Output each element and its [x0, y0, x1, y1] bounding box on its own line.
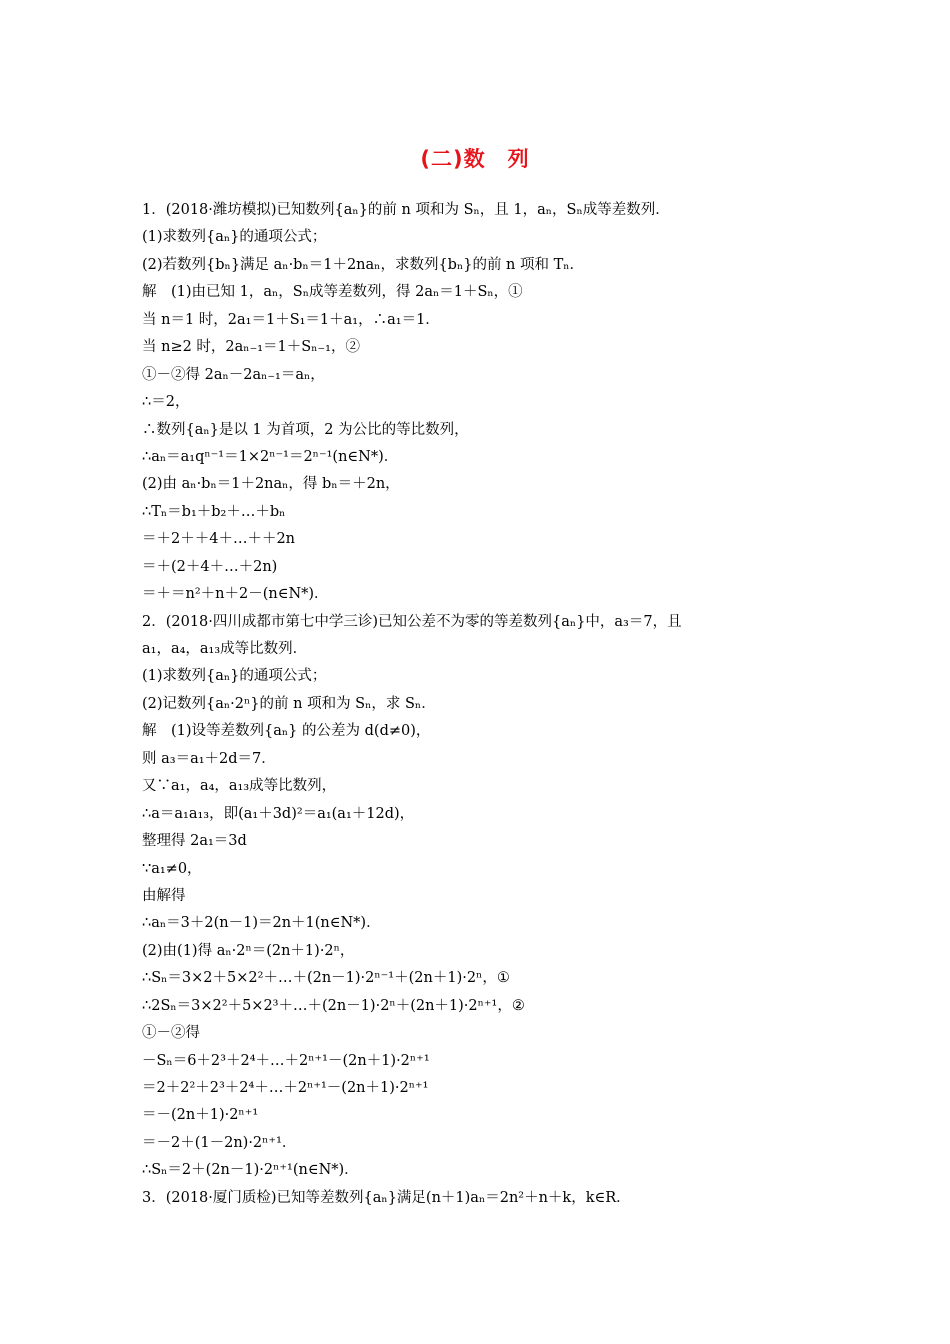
text-line: 当 n≥2 时，2aₙ₋₁＝1＋Sₙ₋₁，② — [142, 339, 360, 356]
text-line: ∴Sₙ＝3×2＋5×2²＋…＋(2n－1)·2ⁿ⁻¹＋(2n＋1)·2ⁿ，① — [142, 970, 510, 987]
text-line: ∴数列{aₙ}是以 1 为首项，2 为公比的等比数列， — [142, 421, 469, 438]
text-line: (1)求数列{aₙ}的通项公式； — [142, 229, 327, 246]
text-line: (2)由 aₙ·bₙ＝1＋2naₙ，得 bₙ＝＋2n， — [142, 476, 400, 493]
text-line: 2．(2018·四川成都市第七中学三诊)已知公差不为零的等差数列{aₙ}中，a₃＝7，且 — [142, 613, 682, 630]
text-line: 3．(2018·厦门质检)已知等差数列{aₙ}满足(n＋1)aₙ＝2n²＋n＋k，k∈R． — [142, 1189, 631, 1206]
text-line: 1．(2018·潍坊模拟)已知数列{aₙ}的前 n 项和为 Sₙ，且 1，aₙ，Sₙ成等差数列． — [142, 202, 670, 218]
text-line: (1)求数列{aₙ}的通项公式； — [142, 668, 327, 685]
text-line: ＝＋2＋＋4＋…＋＋2n — [142, 531, 296, 548]
text-line: ∴aₙ＝a₁qⁿ⁻¹＝1×2ⁿ⁻¹＝2ⁿ⁻¹(n∈N*)． — [142, 448, 399, 465]
document-body — [142, 197, 822, 1212]
text-line: ＝＋＝n²＋n＋2－(n∈N*)． — [142, 586, 329, 603]
text-line: (2)由(1)得 aₙ·2ⁿ＝(2n＋1)·2ⁿ， — [142, 942, 355, 959]
text-line: ＝＋(2＋4＋…＋2n) — [142, 558, 278, 575]
text-line: 则 a₃＝a₁＋2d＝7． — [142, 750, 276, 767]
text-line: 又∵a₁，a₄，a₁₃成等比数列， — [142, 778, 337, 795]
text-line: 解 (1)由已知 1，aₙ，Sₙ成等差数列，得 2aₙ＝1＋Sₙ，① — [142, 284, 523, 301]
text-line: 由解得 — [142, 887, 186, 904]
text-line: ＝－2＋(1－2n)·2ⁿ⁺¹． — [142, 1134, 297, 1151]
text-line: －Sₙ＝6＋2³＋2⁴＋…＋2ⁿ⁺¹－(2n＋1)·2ⁿ⁺¹ — [142, 1052, 430, 1069]
text-line: ＝－(2n＋1)·2ⁿ⁺¹ — [142, 1107, 259, 1124]
text-line: ∴Sₙ＝2＋(2n－1)·2ⁿ⁺¹(n∈N*)． — [142, 1162, 359, 1179]
text-line: ∴Tₙ＝b₁＋b₂＋…＋bₙ — [142, 503, 286, 520]
text-line: ①－②得 — [142, 1025, 200, 1042]
text-line: ∴＝2， — [142, 394, 190, 411]
text-line: ∴a＝a₁a₁₃，即(a₁＋3d)²＝a₁(a₁＋12d)， — [142, 805, 415, 822]
section-title: (二)数 列 — [420, 147, 530, 171]
text-line: (2)若数列{bₙ}满足 aₙ·bₙ＝1＋2naₙ，求数列{bₙ}的前 n 项和 Tₙ． — [142, 256, 585, 273]
text-line: a₁，a₄，a₁₃成等比数列． — [142, 641, 308, 657]
text-line: (2)记数列{aₙ·2ⁿ}的前 n 项和为 Sₙ，求 Sₙ． — [142, 695, 436, 712]
text-line: ∴aₙ＝3＋2(n－1)＝2n＋1(n∈N*)． — [142, 915, 381, 932]
text-line: ∴2Sₙ＝3×2²＋5×2³＋…＋(2n－1)·2ⁿ＋(2n＋1)·2ⁿ⁺¹，② — [142, 997, 525, 1014]
text-line: ＝2＋2²＋2³＋2⁴＋…＋2ⁿ⁺¹－(2n＋1)·2ⁿ⁺¹ — [142, 1080, 429, 1096]
text-line: 当 n＝1 时，2a₁＝1＋S₁＝1＋a₁，∴a₁＝1． — [142, 311, 440, 328]
text-line: ∵a₁≠0， — [142, 860, 202, 877]
text-line: 解 (1)设等差数列{aₙ} 的公差为 d(d≠0)， — [142, 723, 431, 740]
text-line: 整理得 2a₁＝3d — [142, 833, 247, 850]
text-line: ①－②得 2aₙ－2aₙ₋₁＝aₙ， — [142, 366, 325, 383]
